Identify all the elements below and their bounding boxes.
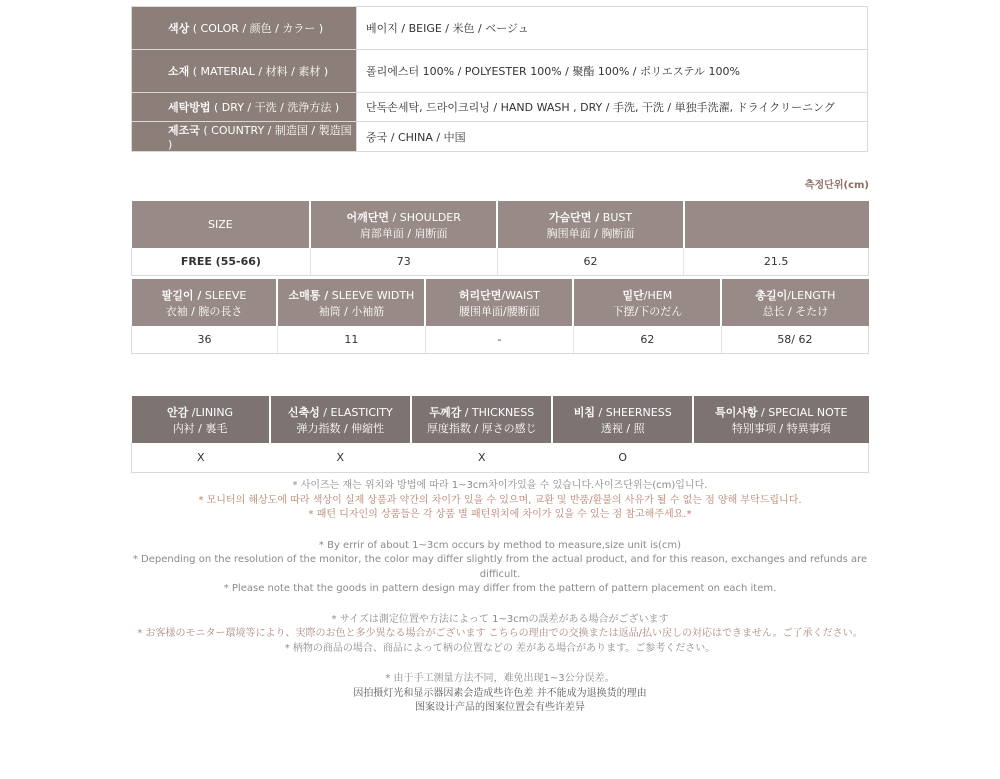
info-value: 폴리에스터 100% / POLYESTER 100% / 聚酯 100% / ポリエステル 100% [357, 50, 868, 93]
note-en-2: * Depending on the resolution of the monitor, the color may differ slightly from the actual product, and for this reason, exchanges and refunds are difficult. [132, 554, 868, 580]
note-ja-1: * サイズは測定位置や方法によって 1~3cmの誤差がある場合がございます [331, 613, 669, 625]
info-value: 중국 / CHINA / 中国 [357, 122, 868, 152]
size-value-row [132, 248, 869, 276]
bust-value: 62 [497, 248, 684, 276]
header-length: 총길이/LENGTH 总长 / そたけ [721, 279, 868, 326]
note-zh-3: 图案设计产品的图案位置会有些许差异 [415, 702, 585, 713]
size-value: FREE (55-66) [132, 248, 311, 276]
note-ja-3: * 柄物の商品の場合、商品によって柄の位置などの 差がある場合があります。ご参考ください。 [284, 642, 716, 654]
header-lining: 안감 /LINING 内衬 / 裏毛 [132, 396, 270, 443]
size-header-row [132, 279, 869, 326]
header-waist: 허리단면/WAIST 腰围单面/腰断面 [425, 279, 573, 326]
info-value: 단독손세탁, 드라이크리닝 / HAND WASH , DRY / 手洗, 干洗 / 単独手洗濯, ドライクリーニング [357, 93, 868, 122]
header-sheerness: 비침 / SHEERNESS 透视 / 照 [552, 396, 693, 443]
length-value: 58/ 62 [721, 326, 868, 354]
note-zh-2: 因拍摄灯光和显示器因素会造成些许色差 并不能成为退换货的理由 [353, 687, 647, 699]
waist-value: - [425, 326, 573, 354]
note-ko-2: * 모니터의 해상도에 따라 색상이 실제 상품과 약간의 차이가 있을 수 있으며, 교환 및 반품/환불의 사유가 될 수 없는 점 양해 부탁드립니다. [198, 494, 802, 506]
extra-value: 21.5 [684, 248, 869, 276]
info-row-color [132, 7, 868, 50]
header-thickness: 두께감 / THICKNESS 厚度指数 / 厚さの感じ [411, 396, 552, 443]
header-special-note: 특이사항 / SPECIAL NOTE 特别事项 / 特異事項 [693, 396, 868, 443]
info-key-sub: ( COUNTRY / 制造国 / 製造国 ) [168, 124, 352, 151]
info-key-sub: ( COLOR / 颜色 / カラー ) [189, 22, 324, 35]
info-row-washing [132, 93, 868, 122]
hem-value: 62 [573, 326, 721, 354]
info-key-sub: ( DRY / 干洗 / 洗浄方法 ) [210, 101, 340, 114]
info-key-label: 소재 [168, 65, 190, 78]
header-size: SIZE [132, 201, 311, 248]
info-row-country [132, 122, 868, 152]
size-header-row [132, 201, 869, 248]
header-empty [684, 201, 869, 248]
thickness-value: X [411, 443, 552, 473]
note-ko-3: * 패턴 디자인의 상품들은 각 상품 별 패턴위치에 차이가 있을 수 있는 점 참고해주세요.* [308, 509, 692, 520]
info-key-label: 제조국 [168, 124, 200, 137]
info-key-label: 색상 [168, 22, 190, 35]
header-sleeve-width: 소매통 / SLEEVE WIDTH 袖筒 / 小袖筋 [277, 279, 425, 326]
header-sleeve: 팔길이 / SLEEVE 衣袖 / 腕の長さ [132, 279, 278, 326]
shoulder-value: 73 [310, 248, 497, 276]
info-key-sub: ( MATERIAL / 材料 / 素材 ) [189, 65, 329, 78]
header-elasticity: 신축성 / ELASTICITY 弹力指数 / 伸縮性 [270, 396, 411, 443]
sleeve-width-value: 11 [277, 326, 425, 354]
notes-section [131, 479, 869, 716]
header-shoulder: 어깨단면 / SHOULDER 肩部单面 / 肩断面 [310, 201, 497, 248]
info-value: 베이지 / BEIGE / 米色 / ベージュ [357, 7, 868, 50]
lining-value: X [132, 443, 270, 473]
fabric-table [131, 396, 869, 473]
fabric-value-row [132, 443, 869, 473]
special-note-value [693, 443, 868, 473]
header-bust: 가슴단면 / BUST 胸围单面 / 胸断面 [497, 201, 684, 248]
measurement-unit-label: 측정단위(cm) [804, 180, 869, 191]
info-key-label: 세탁방법 [168, 101, 211, 114]
sheerness-value: O [552, 443, 693, 473]
sleeve-value: 36 [132, 326, 278, 354]
note-ko-1: * 사이즈는 재는 위치와 방법에 따라 1~3cm차이가있을 수 있습니다.사이즈단위는(cm)입니다. [292, 480, 708, 491]
note-ja-2: * お客様のモニター環境等により、実際のお色と多少異なる場合がございます こちらの理由での交換または返品/払い戻しの対応はできません。ご了承ください。 [137, 628, 863, 639]
size-table-top [131, 201, 869, 276]
note-en-1: * By errir of about 1~3cm occurs by method to measure,size unit is(cm) [318, 539, 682, 551]
info-row-material [132, 50, 868, 93]
size-value-row [132, 326, 869, 354]
fabric-header-row [132, 396, 869, 443]
size-table-bottom [131, 279, 869, 354]
header-hem: 밑단/HEM 下摆/下のだん [573, 279, 721, 326]
note-en-3: * Please note that the goods in pattern design may differ from the pattern of pattern placement on each item. [223, 583, 777, 594]
note-zh-1: * 由于手工测量方法不同，难免出现1~3公分误差。 [385, 673, 615, 684]
product-info-table [131, 6, 868, 152]
elasticity-value: X [270, 443, 411, 473]
